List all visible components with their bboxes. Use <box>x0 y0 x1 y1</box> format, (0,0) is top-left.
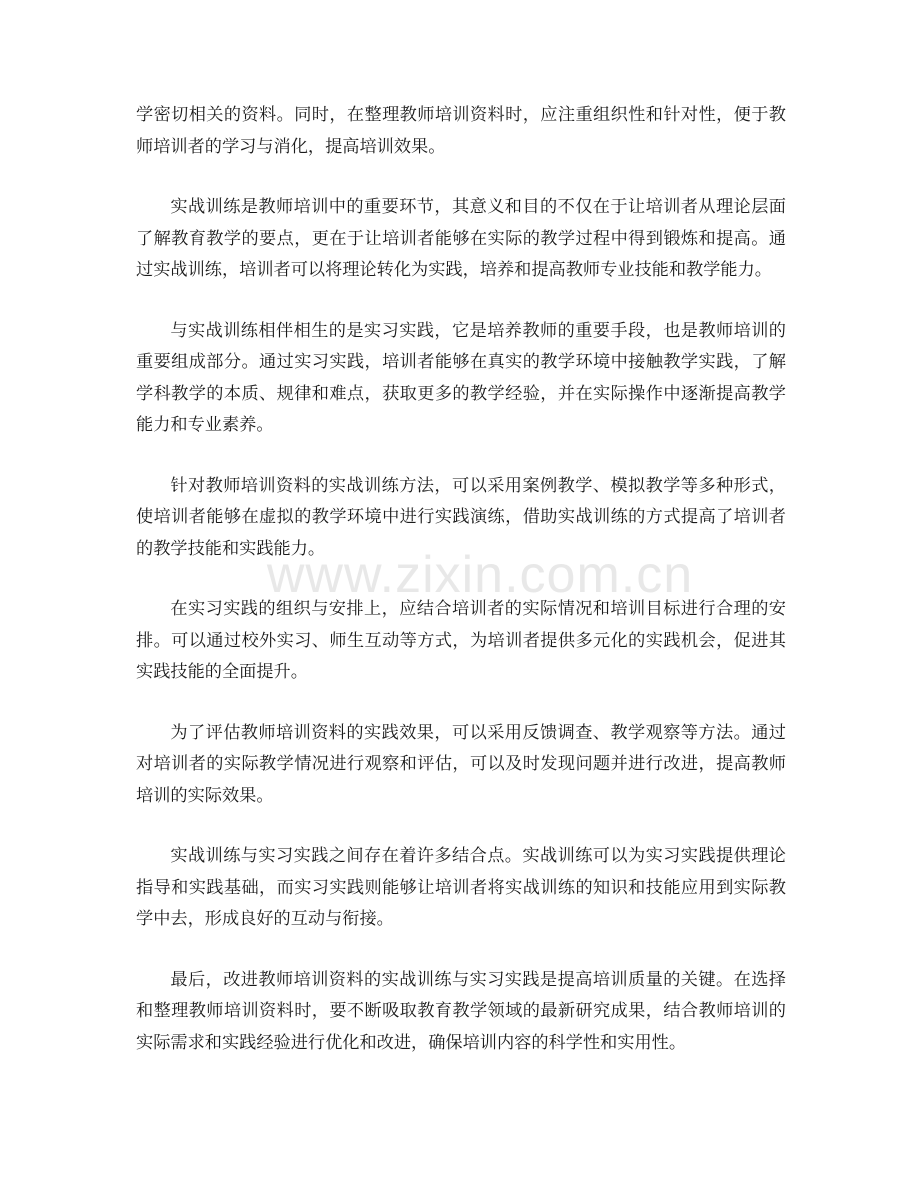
document-body <box>136 100 786 1088</box>
paragraph-practical-training: 实战训练是教师培训中的重要环节，其意义和目的不仅在于让培训者从理论层面了解教育教学的要点，更在于让培训者能够在实际的教学过程中得到锻炼和提高。通过实战训练，培训者可以将理论转化为实践，培养和提高教师专业技能和教学能力。 <box>136 197 786 280</box>
paragraph-evaluation: 为了评估教师培训资料的实践效果，可以采用反馈调查、教学观察等方法。通过对培训者的实际教学情况进行观察和评估，可以及时发现问题并进行改进，提高教师培训的实际效果。 <box>136 722 786 806</box>
paragraph-integration: 实战训练与实习实践之间存在着许多结合点。实战训练可以为实习实践提供理论指导和实践基础，而实习实践则能够让培训者将实战训练的知识和技能应用到实际教学中去，形成良好的互动与衔接。 <box>136 846 786 929</box>
paragraph-organization: 在实习实践的组织与安排上，应结合培训者的实际情况和培训目标进行合理的安排。可以通过校外实习、师生互动等方式，为培训者提供多元化的实践机会，促进其实践技能的全面提升。 <box>136 599 786 682</box>
paragraph-internship-practice: 与实战训练相伴相生的是实习实践，它是培养教师的重要手段，也是教师培训的重要组成部分。通过实习实践，培训者能够在真实的教学环境中接触教学实践，了解学科教学的本质、规律和难点，获取更多的教学经验，并在实际操作中逐渐提高教学能力和专业素养。 <box>136 320 786 435</box>
paragraph-training-methods: 针对教师培训资料的实战训练方法，可以采用案例教学、模拟教学等多种形式，使培训者能够在虚拟的教学环境中进行实践演练，借助实战训练的方式提高了培训者的教学技能和实践能力。 <box>136 475 786 559</box>
paragraph-continuation: 学密切相关的资料。同时，在整理教师培训资料时，应注重组织性和针对性，便于教师培训者的学习与消化，提高培训效果。 <box>136 105 786 157</box>
paragraph-conclusion: 最后，改进教师培训资料的实战训练与实习实践是提高培训质量的关键。在选择和整理教师培训资料时，要不断吸取教育教学领域的最新研究成果，结合教师培训的实际需求和实践经验进行优化和改进，确保培训内容的科学性和实用性。 <box>136 969 786 1053</box>
watermark: www.zixin.com.cn <box>266 546 694 604</box>
